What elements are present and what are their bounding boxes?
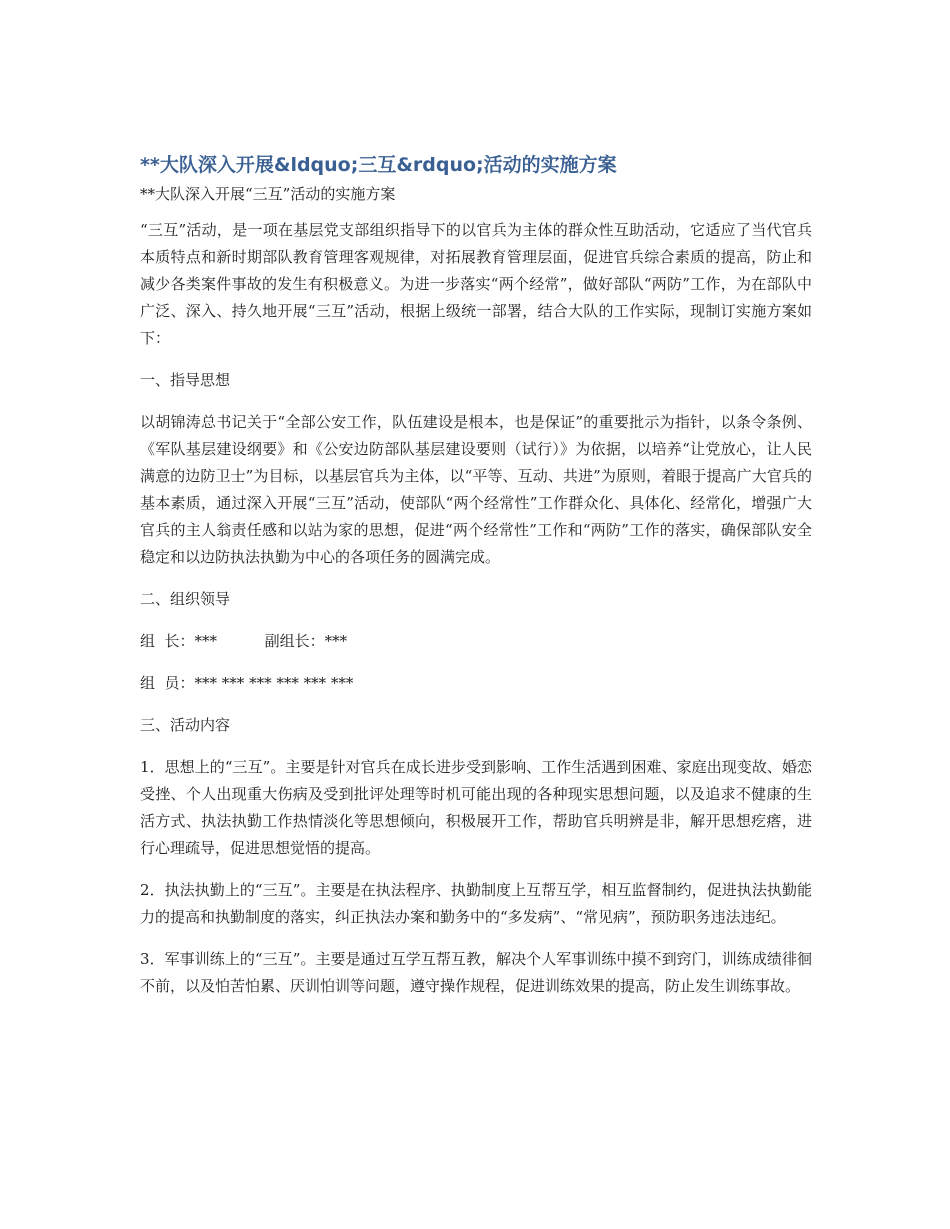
leader-row — [140, 628, 812, 655]
deputy-leader: 副组长：*** — [264, 632, 348, 650]
document-subtitle: **大队深入开展“三互”活动的实施方案 — [140, 185, 396, 203]
section-heading-organization: 二、组织领导 — [140, 590, 231, 608]
activity-item-1: 1．思想上的“三互”。主要是针对官兵在成长进步受到影响、工作生活遇到困难、家庭出现变故、婚恋受挫、个人出现重大伤病及受到批评处理等时机可能出现的各种现实思想问题，以及追求不健康的生活方式、执法执勤工作热情淡化等思想倾向，积极展开工作，帮助官兵明辨是非，解开思想疙瘩，进行心理疏导，促进思想觉悟的提高。 — [140, 758, 812, 857]
members-row: 组 员：*** *** *** *** *** *** — [140, 674, 354, 692]
activity-item-2: 2．执法执勤上的“三互”。主要是在执法程序、执勤制度上互帮互学，相互监督制约，促进执法执勤能力的提高和执勤制度的落实，纠正执法办案和勤务中的“多发病”、“常见病”，预防职务违法违纪。 — [140, 881, 812, 926]
intro-paragraph: “三互”活动，是一项在基层党支部组织指导下的以官兵为主体的群众性互助活动，它适应了当代官兵本质特点和新时期部队教育管理客观规律，对拓展教育管理层面，促进官兵综合素质的提高，防止和减少各类案件事故的发生有积极意义。为进一步落实“两个经常”，做好部队“两防”工作，为在部队中广泛、深入、持久地开展“三互”活动，根据上级统一部署，结合大队的工作实际，现制订实施方案如下： — [140, 221, 812, 347]
section-heading-guiding-ideology: 一、指导思想 — [140, 371, 231, 389]
document-title: **大队深入开展&ldquo;三互&rdquo;活动的实施方案 — [140, 154, 617, 176]
document-page — [140, 150, 812, 1015]
section-heading-activity-content: 三、活动内容 — [140, 716, 231, 734]
activity-item-3: 3．军事训练上的“三互”。主要是通过互学互帮互教，解决个人军事训练中摸不到窍门，训练成绩徘徊不前，以及怕苦怕累、厌训怕训等问题，遵守操作规程，促进训练效果的提高，防止发生训练事故。 — [140, 950, 812, 995]
group-leader: 组 长：*** — [140, 632, 218, 650]
guiding-ideology-paragraph: 以胡锦涛总书记关于“全部公安工作，队伍建设是根本，也是保证”的重要批示为指针，以条令条例、《军队基层建设纲要》和《公安边防部队基层建设要则（试行）》为依据，以培养“让党放心，让人民满意的边防卫士”为目标，以基层官兵为主体，以“平等、互动、共进”为原则，着眼于提高广大官兵的基本素质，通过深入开展“三互”活动，使部队“两个经常性”工作群众化、具体化、经常化，增强广大官兵的主人翁责任感和以站为家的思想，促进“两个经常性”工作和“两防”工作的落实，确保部队安全稳定和以边防执法执勤为中心的各项任务的圆满完成。 — [140, 413, 812, 566]
